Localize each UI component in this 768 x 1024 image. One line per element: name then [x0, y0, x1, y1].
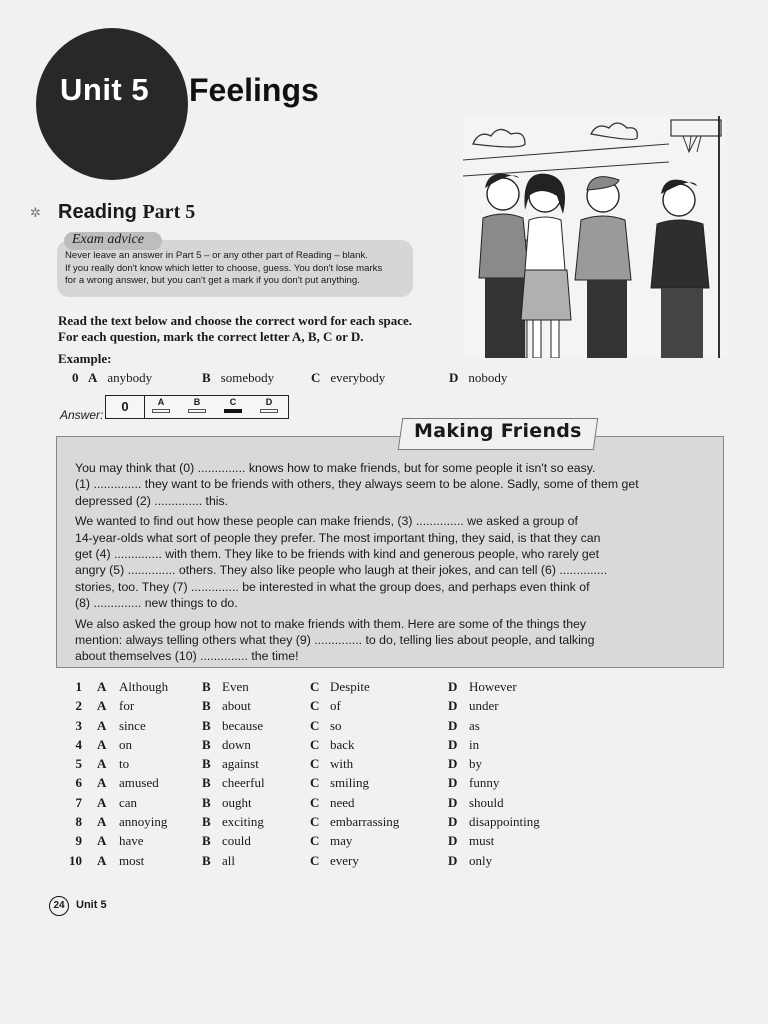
- option-letter: D: [448, 736, 458, 752]
- advice-line: for a wrong answer, but you can't get a mark if you don't put anything.: [65, 275, 360, 286]
- passage-line: get (4) .............. with them. They like to be friends with kind and generous people, who rarely get: [75, 547, 600, 562]
- option-letter: D: [448, 756, 458, 772]
- option-letter: C: [310, 833, 320, 849]
- answer-option-d[interactable]: D: [258, 397, 280, 413]
- option-word[interactable]: in: [469, 736, 480, 752]
- exam-advice-text: [65, 250, 410, 288]
- example-option-c: C everybody: [311, 370, 386, 385]
- option-letter: B: [202, 756, 211, 772]
- option-letter: A: [97, 736, 107, 752]
- option-letter: C: [310, 852, 320, 868]
- passage-paragraph: [75, 513, 715, 611]
- option-word[interactable]: for: [119, 698, 135, 714]
- passage-line: We wanted to find out how these people can make friends, (3) .............. we asked a group of: [75, 514, 578, 529]
- question-number: 2: [75, 698, 82, 714]
- option-letter: D: [448, 794, 458, 810]
- option-letter: D: [448, 814, 458, 830]
- option-letter: A: [97, 852, 107, 868]
- option-letter: B: [202, 736, 211, 752]
- option-word[interactable]: annoying: [119, 814, 168, 830]
- example-option-b: B somebody: [202, 370, 275, 385]
- passage-text: [75, 460, 715, 669]
- instruction-line: For each question, mark the correct letter A, B, C or D.: [58, 329, 364, 344]
- page-title: Feelings: [189, 72, 319, 108]
- option-letter: B: [202, 852, 211, 868]
- example-number: 0: [72, 370, 79, 385]
- option-word[interactable]: Despite: [330, 679, 370, 694]
- option-letter: A: [97, 775, 107, 791]
- option-letter: A: [97, 717, 107, 733]
- option-letter: C: [310, 814, 320, 830]
- option-word[interactable]: so: [330, 717, 342, 733]
- question-number: 5: [75, 756, 82, 772]
- option-word[interactable]: every: [330, 852, 359, 868]
- option-word[interactable]: about: [222, 698, 251, 714]
- option-letter: B: [202, 717, 211, 733]
- option-word[interactable]: back: [330, 736, 355, 752]
- option-letter: C: [310, 756, 320, 772]
- section-title: [58, 201, 195, 224]
- option-letter: D: [448, 698, 458, 714]
- option-word[interactable]: Although: [119, 679, 169, 694]
- option-word[interactable]: to: [119, 756, 130, 772]
- option-word[interactable]: all: [222, 852, 235, 868]
- option-letter: A: [97, 833, 107, 849]
- option-word[interactable]: cheerful: [222, 775, 265, 791]
- option-word[interactable]: could: [222, 833, 251, 849]
- option-letter: C: [310, 794, 320, 810]
- option-word[interactable]: need: [330, 794, 355, 810]
- option-letter: D: [448, 679, 458, 694]
- option-word[interactable]: because: [222, 717, 264, 733]
- option-letter: C: [310, 736, 320, 752]
- option-word[interactable]: as: [469, 717, 480, 733]
- option-letter: D: [448, 833, 458, 849]
- option-word[interactable]: under: [469, 698, 499, 714]
- passage-line: (8) .............. new things to do.: [75, 596, 238, 611]
- passage-line: stories, too. They (7) .............. be interested in what the group does, and perhaps even think of: [75, 579, 590, 594]
- option-word[interactable]: smiling: [330, 775, 370, 791]
- option-word[interactable]: amused: [119, 775, 159, 791]
- option-word[interactable]: However: [469, 679, 517, 694]
- option-word[interactable]: since: [119, 717, 146, 733]
- question-number: 10: [69, 852, 82, 868]
- option-word[interactable]: have: [119, 833, 144, 849]
- option-word[interactable]: only: [469, 852, 493, 868]
- exam-advice-title: Exam advice: [72, 232, 144, 247]
- page-number: 24: [49, 896, 69, 916]
- section-part: Part 5: [142, 201, 196, 223]
- answer-option-b[interactable]: B: [186, 397, 208, 413]
- option-word[interactable]: with: [330, 756, 354, 772]
- question-number: 3: [75, 717, 82, 733]
- passage-title: Making Friends: [414, 420, 582, 442]
- option-word[interactable]: ought: [222, 794, 252, 810]
- option-letter: D: [448, 717, 458, 733]
- option-word[interactable]: may: [330, 833, 353, 849]
- option-letter: A: [97, 814, 107, 830]
- passage-line: (1) .............. they want to be friends with others, they always seem to be alone. Sadly, some of them get: [75, 477, 639, 492]
- option-letter: B: [202, 794, 211, 810]
- option-word[interactable]: can: [119, 794, 138, 810]
- question-number: 7: [75, 794, 82, 810]
- option-letter: B: [202, 833, 211, 849]
- option-word[interactable]: down: [222, 736, 251, 752]
- option-letter: B: [202, 679, 211, 694]
- question-number: 8: [75, 814, 82, 830]
- question-number: 6: [75, 775, 82, 791]
- passage-line: You may think that (0) .............. knows how to make friends, but for some people it isn't so easy.: [75, 461, 596, 475]
- instruction-line: Read the text below and choose the correct word for each space.: [58, 313, 413, 328]
- question-number: 4: [75, 736, 82, 752]
- unit-label: Unit 5: [60, 72, 150, 107]
- example-label: Example:: [58, 351, 112, 366]
- footer-unit-label: Unit 5: [76, 899, 107, 911]
- star-icon: ✲: [30, 206, 41, 221]
- answer-option-a[interactable]: A: [150, 397, 172, 413]
- option-word[interactable]: by: [469, 756, 482, 772]
- option-letter: A: [97, 698, 107, 714]
- option-letter: B: [202, 814, 211, 830]
- option-word[interactable]: Even: [222, 679, 249, 694]
- option-letter: C: [310, 679, 320, 694]
- section-name: Reading: [58, 201, 137, 223]
- answer-option-c[interactable]: C: [222, 397, 244, 413]
- option-word[interactable]: embarrassing: [330, 814, 400, 830]
- option-word[interactable]: against: [222, 756, 259, 772]
- instructions: [58, 313, 458, 345]
- option-word[interactable]: of: [330, 698, 341, 714]
- option-word[interactable]: exciting: [222, 814, 264, 830]
- passage-paragraph: [75, 460, 715, 509]
- passage-line: We also asked the group how not to make friends with them. Here are some of the things they: [75, 616, 587, 631]
- passage-line: about themselves (10) .............. the time!: [75, 649, 299, 664]
- passage-line: depressed (2) .............. this.: [75, 493, 229, 508]
- option-letter: A: [97, 679, 107, 694]
- option-letter: B: [202, 775, 211, 791]
- option-letter: A: [97, 794, 107, 810]
- option-letter: C: [310, 698, 320, 714]
- option-letter: D: [448, 852, 458, 868]
- option-letter: D: [448, 775, 458, 791]
- option-letter: C: [310, 775, 320, 791]
- question-number: 1: [75, 679, 82, 694]
- option-word[interactable]: most: [119, 852, 145, 868]
- passage-paragraph: [75, 616, 715, 665]
- example-option-a: A anybody: [88, 370, 153, 385]
- passage-line: angry (5) .............. others. They also like people who laugh at their jokes, and can tell (6) ..............: [75, 563, 608, 578]
- option-word[interactable]: on: [119, 736, 132, 752]
- answer-sheet-box: [105, 395, 289, 419]
- passage-line: mention: always telling others what they (9) .............. to do, telling lies about people, and talking: [75, 633, 595, 648]
- passage-line: 14-year-olds what sort of people they prefer. The most important thing, they said, is that they can: [75, 530, 601, 545]
- option-word[interactable]: must: [469, 833, 495, 849]
- option-letter: A: [97, 756, 107, 772]
- question-number: 9: [75, 833, 82, 849]
- option-letter: C: [310, 717, 320, 733]
- option-word[interactable]: funny: [469, 775, 500, 791]
- option-letter: B: [202, 698, 211, 714]
- advice-line: Never leave an answer in Part 5 – or any other part of Reading – blank.: [65, 250, 368, 261]
- answer-number: 0: [106, 396, 145, 418]
- four-teenagers-illustration: [463, 116, 727, 358]
- answer-label: Answer:: [60, 408, 104, 422]
- option-word[interactable]: should: [469, 794, 504, 810]
- option-word[interactable]: disappointing: [469, 814, 540, 830]
- advice-line: If you really don't know which letter to choose, guess. You don't lose marks: [65, 262, 383, 274]
- example-option-d: D nobody: [449, 370, 508, 385]
